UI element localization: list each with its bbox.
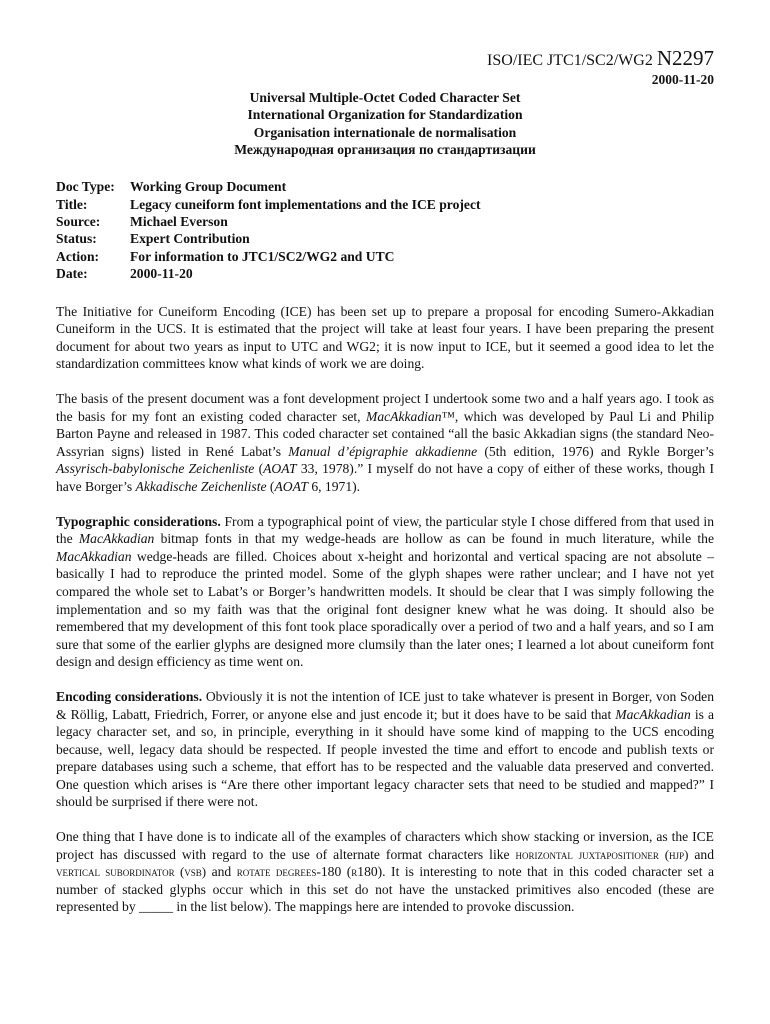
metadata-table (56, 178, 714, 282)
meta-key: Title: (56, 196, 88, 212)
meta-row-doc-type (56, 178, 714, 195)
small-caps-term: rotate degrees (236, 864, 317, 880)
encoding-paragraph: Encoding considerations. Obviously it is not the intention of ICE just to take whatever is present in Borger, von Soden & Röllig, Labatt, Friedrich, Forrer, or anyone else and just encode it; but it does have to be said that MacAkkadian is a legacy character set, and so, in principle, everything in it should have some kind of mapping to the UCS encoding because, well, legacy data should be respected. If people invested the time and effort to encode and publish texts or prepare databases using such a scheme, that effort has to be respected and the valuable data preserved and converted. One question which arises is “Are there other important legacy character sets that need to be studied and mapped?” I should be surprised if there were not. (56, 688, 715, 810)
emphasis: MacAkkadian™ (366, 408, 455, 424)
meta-value: 2000-11-20 (130, 266, 193, 282)
meta-key: Doc Type: (56, 179, 115, 195)
section-heading: Typographic considerations. (56, 513, 221, 529)
basis-paragraph: The basis of the present document was a font development project I undertook some two and a half years ago. I took as the basis for my font an existing coded character set, MacAkkadian™, which was developed by Paul Li and Philip Barton Payne and released in 1987. This coded character set contained “all the basic Akkadian signs (the standard Neo-Assyrian signs) listed in René Labat’s Manual d’épigraphie akkadienne (5th edition, 1976) and Rykle Borger’s Assyrisch-babylonische Zeichenliste (AOAT 33, 1978).” I myself do not have a copy of either of these works, though I have Borger’s Akkadische Zeichenliste (AOAT 6, 1971). (56, 391, 715, 494)
small-caps-term: horizontal juxtapositioner (hjp) (515, 846, 689, 862)
organization-block (56, 89, 714, 158)
meta-key: Status: (56, 231, 97, 247)
org-line: Universal Multiple-Octet Coded Character Set (249, 90, 521, 105)
typographic-paragraph: Typographic considerations. From a typographical point of view, the particular style I chose differed from that used in the MacAkkadian bitmap fonts in that my wedge-heads are hollow as can be found in much literature, while the MacAkkadian wedge-heads are filled. Choices about x-height and horizontal and vertical spacing are not absolute – basically I had to reproduce the printed model. Some of the glyph shapes were rather unclear; and I have not yet compared the whole set to Labat’s or Borger’s handwritten models. It should be clear that I was simply following the implementation and so my faith was that the original font designer knew what he was doing. It should also be remembered that my development of this font took place sporadically over a period of two and a half years, and so I am sure that some of the earlier glyphs are designed more clumsily than the later ones; I learned a lot about cuneiform font design and design efficiency as time went on. (56, 513, 714, 670)
document-reference (56, 48, 714, 71)
meta-value: For information to JTC1/SC2/WG2 and UTC (130, 248, 395, 264)
meta-key: Action: (56, 248, 100, 264)
meta-row-status (56, 230, 714, 247)
book-title: Akkadische Zeichenliste (135, 478, 267, 494)
meta-row-action (56, 248, 714, 265)
series-title: AOAT (263, 461, 297, 477)
intro-paragraph: The Initiative for Cuneiform Encoding (ICE) has been set up to prepare a proposal for encoding Sumero-Akkadian Cuneiform in the UCS. It is estimated that the project will take at least four years. I have been preparing the present document for about two years as input to UTC and WG2; it is now input to ICE, but it seemed a good idea to let the standardization committees know what kinds of work we are doing. (56, 303, 714, 372)
meta-value: Legacy cuneiform font implementations and the ICE project (130, 196, 481, 212)
document-date: 2000-11-20 (651, 72, 714, 87)
meta-row-source (56, 213, 714, 230)
meta-value: Michael Everson (130, 214, 228, 229)
document-page (56, 48, 714, 916)
meta-key: Source: (56, 214, 101, 229)
small-caps-term: r (351, 864, 358, 880)
meta-key: Date: (56, 266, 88, 282)
series-title: AOAT (274, 478, 308, 494)
emphasis: MacAkkadian (78, 531, 155, 547)
meta-value: Working Group Document (130, 179, 287, 195)
book-title: Assyrisch-babylonische Zeichenliste (56, 461, 255, 477)
org-line: International Organization for Standardization (247, 107, 523, 123)
emphasis: MacAkkadian (615, 706, 691, 722)
section-heading: Encoding considerations. (56, 688, 203, 704)
committee-code: ISO/IEC JTC1/SC2/WG2 (487, 52, 657, 69)
meta-row-date (56, 265, 714, 282)
small-caps-term: vertical subordinator (vsb) (56, 864, 207, 880)
document-number: N2297 (656, 46, 714, 70)
book-title: Manual d’épigraphie akkadienne (288, 443, 478, 459)
emphasis: MacAkkadian (56, 548, 132, 564)
stacking-paragraph: One thing that I have done is to indicate all of the examples of characters which show stacking or inversion, as the ICE project has discussed with regard to the use of alternate format characters like horizontal juxtapositioner (hjp) and vertical subordinator (vsb) and rotate degrees-180 (r180). It is interesting to note that in this coded character set a number of stacked glyphs occur which in this set do not have the unstacked primitives also encoded (these are represented by _____ in the list below). The mappings here are intended to provoke discussion. (56, 829, 715, 915)
meta-row-title (56, 196, 714, 213)
org-line: Organisation internationale de normalisation (253, 124, 517, 140)
org-line: Международная организация по стандартизации (234, 141, 536, 157)
meta-value: Expert Contribution (130, 231, 250, 247)
